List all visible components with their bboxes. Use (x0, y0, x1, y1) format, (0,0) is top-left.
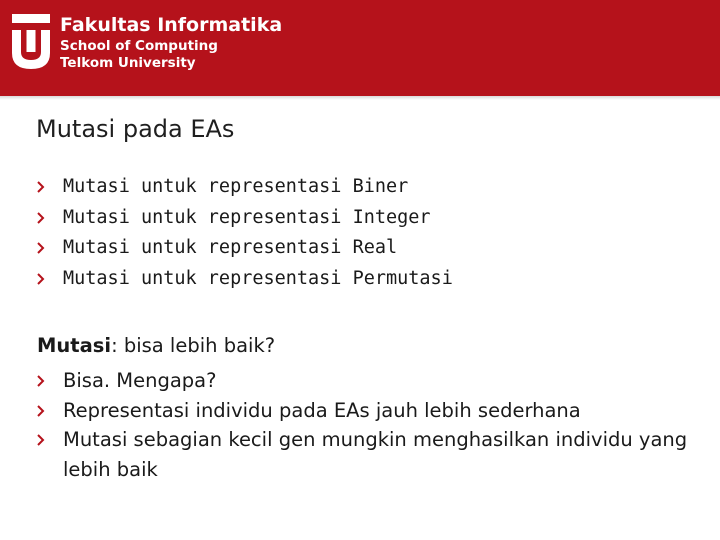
list-item-text: Mutasi sebagian kecil gen mungkin menghasilkan individu yang lebih baik (63, 428, 688, 481)
slide-title: Mutasi pada EAs (36, 115, 235, 143)
list-item (37, 264, 453, 295)
telkom-logo-icon (12, 14, 50, 70)
mutation-representation-list (37, 172, 453, 294)
header-banner (0, 0, 720, 96)
subheading-bold: Mutasi (37, 334, 112, 357)
list-item (37, 366, 693, 396)
list-item-text: Mutasi untuk representasi Permutasi (63, 267, 453, 289)
list-item (37, 203, 453, 234)
brand-text (60, 16, 282, 70)
chevron-right-icon (37, 375, 45, 387)
list-item-text: Mutasi untuk representasi Integer (63, 206, 431, 228)
list-item-text: Mutasi untuk representasi Biner (63, 176, 409, 197)
list-item-text: Mutasi untuk representasi Real (63, 237, 398, 258)
list-item-text: Bisa. Mengapa? (63, 369, 217, 392)
list-item (37, 396, 693, 426)
chevron-right-icon (37, 242, 45, 254)
chevron-right-icon (37, 273, 45, 285)
chevron-right-icon (37, 181, 45, 193)
subheading-rest: : bisa lebih baik? (111, 334, 276, 357)
list-item (37, 233, 453, 264)
chevron-right-icon (37, 405, 45, 417)
answer-list (37, 366, 693, 484)
list-item (37, 172, 453, 203)
faculty-name: Fakultas Informatika (60, 14, 283, 36)
list-item-text: Representasi individu pada EAs jauh lebih sederhana (63, 398, 581, 422)
header-divider (0, 96, 720, 100)
chevron-right-icon (37, 434, 45, 446)
university-name: Telkom University (60, 54, 196, 71)
chevron-right-icon (37, 212, 45, 224)
school-name: School of Computing (60, 38, 218, 54)
subheading (37, 334, 275, 357)
list-item (37, 425, 693, 484)
